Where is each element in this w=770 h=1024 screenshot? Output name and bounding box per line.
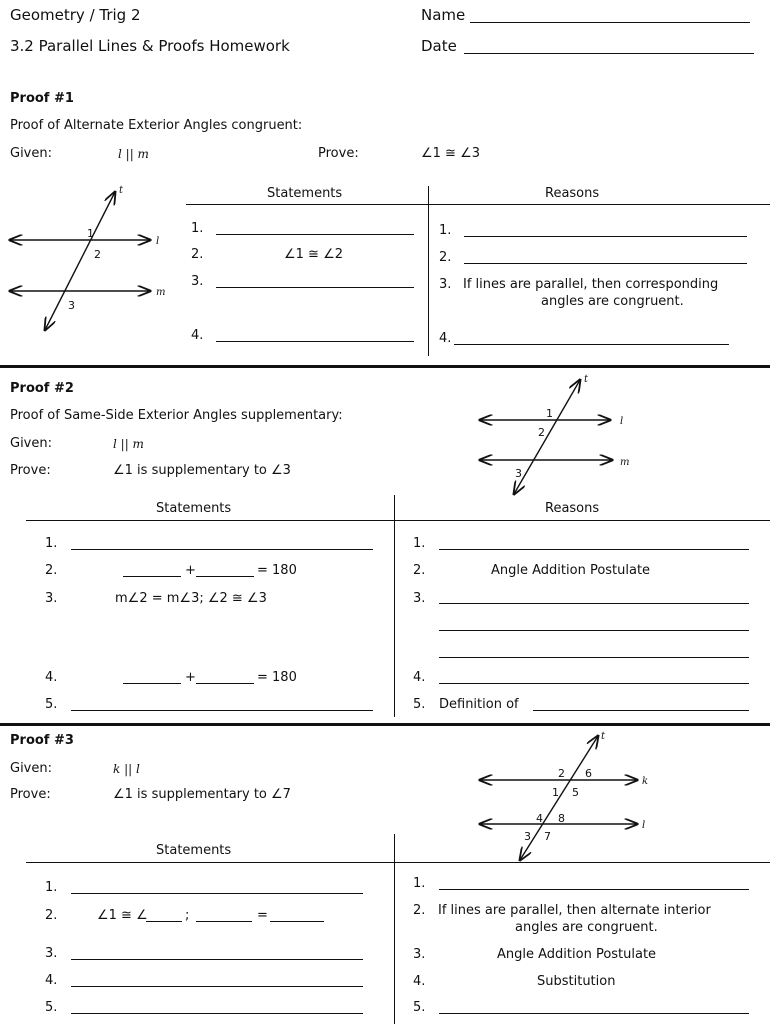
- proof3-s2-eq: =: [257, 908, 268, 923]
- proof2-r3-blank-2[interactable]: [439, 630, 749, 631]
- proof3-r2-line2: angles are congruent.: [515, 920, 658, 935]
- proof2-s2-num: 2.: [45, 563, 58, 578]
- proof3-s2-blank-a[interactable]: [146, 921, 182, 922]
- proof1-table-hline: [186, 204, 770, 205]
- proof1-diagram: [0, 185, 180, 335]
- proof2-s2-eq: = 180: [257, 563, 297, 578]
- angle-3: 3: [68, 299, 75, 312]
- angle-2: 2: [538, 426, 545, 439]
- proof2-diagram: [472, 374, 642, 499]
- proof3-r3-num: 3.: [413, 947, 426, 962]
- proof1-s2-text: ∠1 ≅ ∠2: [284, 247, 344, 262]
- proof3-statements-header: Statements: [156, 843, 232, 858]
- proof2-r2-text: Angle Addition Postulate: [491, 563, 651, 578]
- proof1-prove-label: Prove:: [318, 146, 359, 161]
- transversal-t: [520, 736, 598, 860]
- proof2-s1-num: 1.: [45, 536, 58, 551]
- proof3-prove: ∠1 is supplementary to ∠7: [113, 787, 291, 802]
- proof1-r4-blank[interactable]: [454, 344, 729, 345]
- proof3-title: Proof #3: [10, 733, 74, 748]
- proof1-s1-num: 1.: [191, 221, 204, 236]
- section-divider-1: [0, 365, 770, 368]
- proof2-s4-blank-a[interactable]: [123, 683, 181, 684]
- label-l: l: [620, 416, 624, 427]
- proof2-r4-blank[interactable]: [439, 683, 749, 684]
- proof2-description: Proof of Same-Side Exterior Angles supplementary:: [10, 408, 343, 423]
- proof3-r5-num: 5.: [413, 1000, 426, 1015]
- proof1-description: Proof of Alternate Exterior Angles congruent:: [10, 118, 303, 133]
- proof3-r1-blank[interactable]: [439, 889, 749, 890]
- proof1-s1-blank[interactable]: [216, 234, 414, 235]
- label-t: t: [601, 731, 606, 742]
- proof2-s2-blank-b[interactable]: [196, 576, 254, 577]
- proof1-s3-num: 3.: [191, 274, 204, 289]
- proof1-prove: ∠1 ≅ ∠3: [421, 146, 481, 161]
- proof3-s5-blank[interactable]: [71, 1013, 363, 1014]
- proof3-r4-text: Substitution: [537, 974, 616, 989]
- proof1-r3-line1: If lines are parallel, then corresponding: [463, 277, 719, 292]
- proof2-table-vline: [394, 495, 395, 717]
- angle-1: 1: [546, 407, 553, 420]
- angle-2: 2: [558, 767, 565, 780]
- proof3-table-hline: [26, 862, 770, 863]
- angle-6: 6: [585, 767, 592, 780]
- proof1-s3-blank[interactable]: [216, 287, 414, 288]
- name-label: Name: [421, 6, 466, 24]
- proof3-diagram: [472, 732, 652, 862]
- proof2-r3-blank-3[interactable]: [439, 657, 749, 658]
- proof2-r5-text: Definition of: [439, 697, 519, 712]
- proof2-s3-text: m∠2 = m∠3; ∠2 ≅ ∠3: [115, 591, 267, 606]
- label-k: k: [642, 776, 649, 787]
- proof1-s4-blank[interactable]: [216, 341, 414, 342]
- date-field[interactable]: [464, 53, 754, 54]
- proof1-r3-num: 3.: [439, 277, 452, 292]
- proof3-s3-blank[interactable]: [71, 959, 363, 960]
- angle-7: 7: [544, 830, 551, 843]
- transversal-t: [45, 192, 115, 330]
- proof1-s2-num: 2.: [191, 247, 204, 262]
- proof2-s5-blank[interactable]: [71, 710, 373, 711]
- angle-4: 4: [536, 812, 543, 825]
- course-title: Geometry / Trig 2: [10, 6, 141, 24]
- proof1-given: l || m: [118, 147, 149, 161]
- angle-2: 2: [94, 248, 101, 261]
- proof1-r1-blank[interactable]: [464, 236, 747, 237]
- proof3-s4-blank[interactable]: [71, 986, 363, 987]
- proof1-r2-num: 2.: [439, 250, 452, 265]
- proof2-s3-num: 3.: [45, 591, 58, 606]
- proof3-s2-sep: ;: [185, 908, 190, 923]
- proof3-r2-line1: If lines are parallel, then alternate interior: [438, 903, 711, 918]
- proof2-prove-label: Prove:: [10, 463, 51, 478]
- proof2-s4-eq: = 180: [257, 670, 297, 685]
- proof1-table-vline: [428, 186, 429, 356]
- proof1-title: Proof #1: [10, 91, 74, 106]
- angle-3: 3: [524, 830, 531, 843]
- assignment-title: 3.2 Parallel Lines & Proofs Homework: [10, 37, 290, 55]
- proof1-statements-header: Statements: [267, 186, 343, 201]
- angle-3: 3: [515, 467, 522, 480]
- proof1-r3-line2: angles are congruent.: [541, 294, 684, 309]
- label-l: l: [642, 820, 646, 831]
- proof3-s2-blank-b[interactable]: [196, 921, 252, 922]
- proof3-prove-label: Prove:: [10, 787, 51, 802]
- proof3-s1-num: 1.: [45, 880, 58, 895]
- proof3-table-vline: [394, 834, 395, 1024]
- proof3-given-label: Given:: [10, 761, 52, 776]
- label-t: t: [119, 185, 124, 196]
- angle-5: 5: [572, 786, 579, 799]
- proof2-r5-num: 5.: [413, 697, 426, 712]
- proof3-s4-num: 4.: [45, 973, 58, 988]
- proof3-s3-num: 3.: [45, 946, 58, 961]
- date-label: Date: [421, 37, 457, 55]
- proof3-r1-num: 1.: [413, 876, 426, 891]
- proof2-reasons-header: Reasons: [545, 501, 600, 516]
- proof3-given: k || l: [113, 762, 140, 776]
- proof2-s4-num: 4.: [45, 670, 58, 685]
- proof2-r4-num: 4.: [413, 670, 426, 685]
- transversal-t: [514, 380, 580, 494]
- proof3-r4-num: 4.: [413, 974, 426, 989]
- section-divider-2: [0, 723, 770, 726]
- proof1-given-label: Given:: [10, 146, 52, 161]
- proof2-s5-num: 5.: [45, 697, 58, 712]
- proof3-s2-text: ∠1 ≅ ∠: [97, 908, 148, 923]
- proof1-r4-num: 4.: [439, 331, 452, 346]
- proof3-r3-text: Angle Addition Postulate: [497, 947, 657, 962]
- proof1-r1-num: 1.: [439, 223, 452, 238]
- proof2-table-hline: [26, 520, 770, 521]
- proof2-statements-header: Statements: [156, 501, 232, 516]
- proof1-s4-num: 4.: [191, 328, 204, 343]
- proof2-s4-blank-b[interactable]: [196, 683, 254, 684]
- proof2-r3-num: 3.: [413, 591, 426, 606]
- proof2-s1-blank[interactable]: [71, 549, 373, 550]
- proof2-r2-num: 2.: [413, 563, 426, 578]
- proof2-given: l || m: [113, 437, 144, 451]
- proof3-s2-blank-c[interactable]: [270, 921, 324, 922]
- proof3-r2-num: 2.: [413, 903, 426, 918]
- angle-1: 1: [87, 227, 94, 240]
- label-l: l: [156, 236, 160, 247]
- label-m: m: [156, 287, 166, 298]
- proof2-s2-plus: +: [185, 563, 196, 578]
- proof3-s1-blank[interactable]: [71, 893, 363, 894]
- proof3-r5-blank[interactable]: [439, 1013, 749, 1014]
- label-m: m: [620, 457, 630, 468]
- proof2-r1-num: 1.: [413, 536, 426, 551]
- label-t: t: [584, 374, 589, 385]
- proof1-r2-blank[interactable]: [464, 263, 747, 264]
- proof2-prove: ∠1 is supplementary to ∠3: [113, 463, 291, 478]
- angle-8: 8: [558, 812, 565, 825]
- proof3-s2-num: 2.: [45, 908, 58, 923]
- proof2-title: Proof #2: [10, 381, 74, 396]
- proof2-given-label: Given:: [10, 436, 52, 451]
- proof2-r3-blank-1[interactable]: [439, 603, 749, 604]
- proof2-s4-plus: +: [185, 670, 196, 685]
- name-field[interactable]: [470, 22, 750, 23]
- proof2-r1-blank[interactable]: [439, 549, 749, 550]
- proof1-reasons-header: Reasons: [545, 186, 600, 201]
- proof2-s2-blank-a[interactable]: [123, 576, 181, 577]
- proof2-r5-blank[interactable]: [533, 710, 749, 711]
- angle-1: 1: [552, 786, 559, 799]
- proof3-s5-num: 5.: [45, 1000, 58, 1015]
